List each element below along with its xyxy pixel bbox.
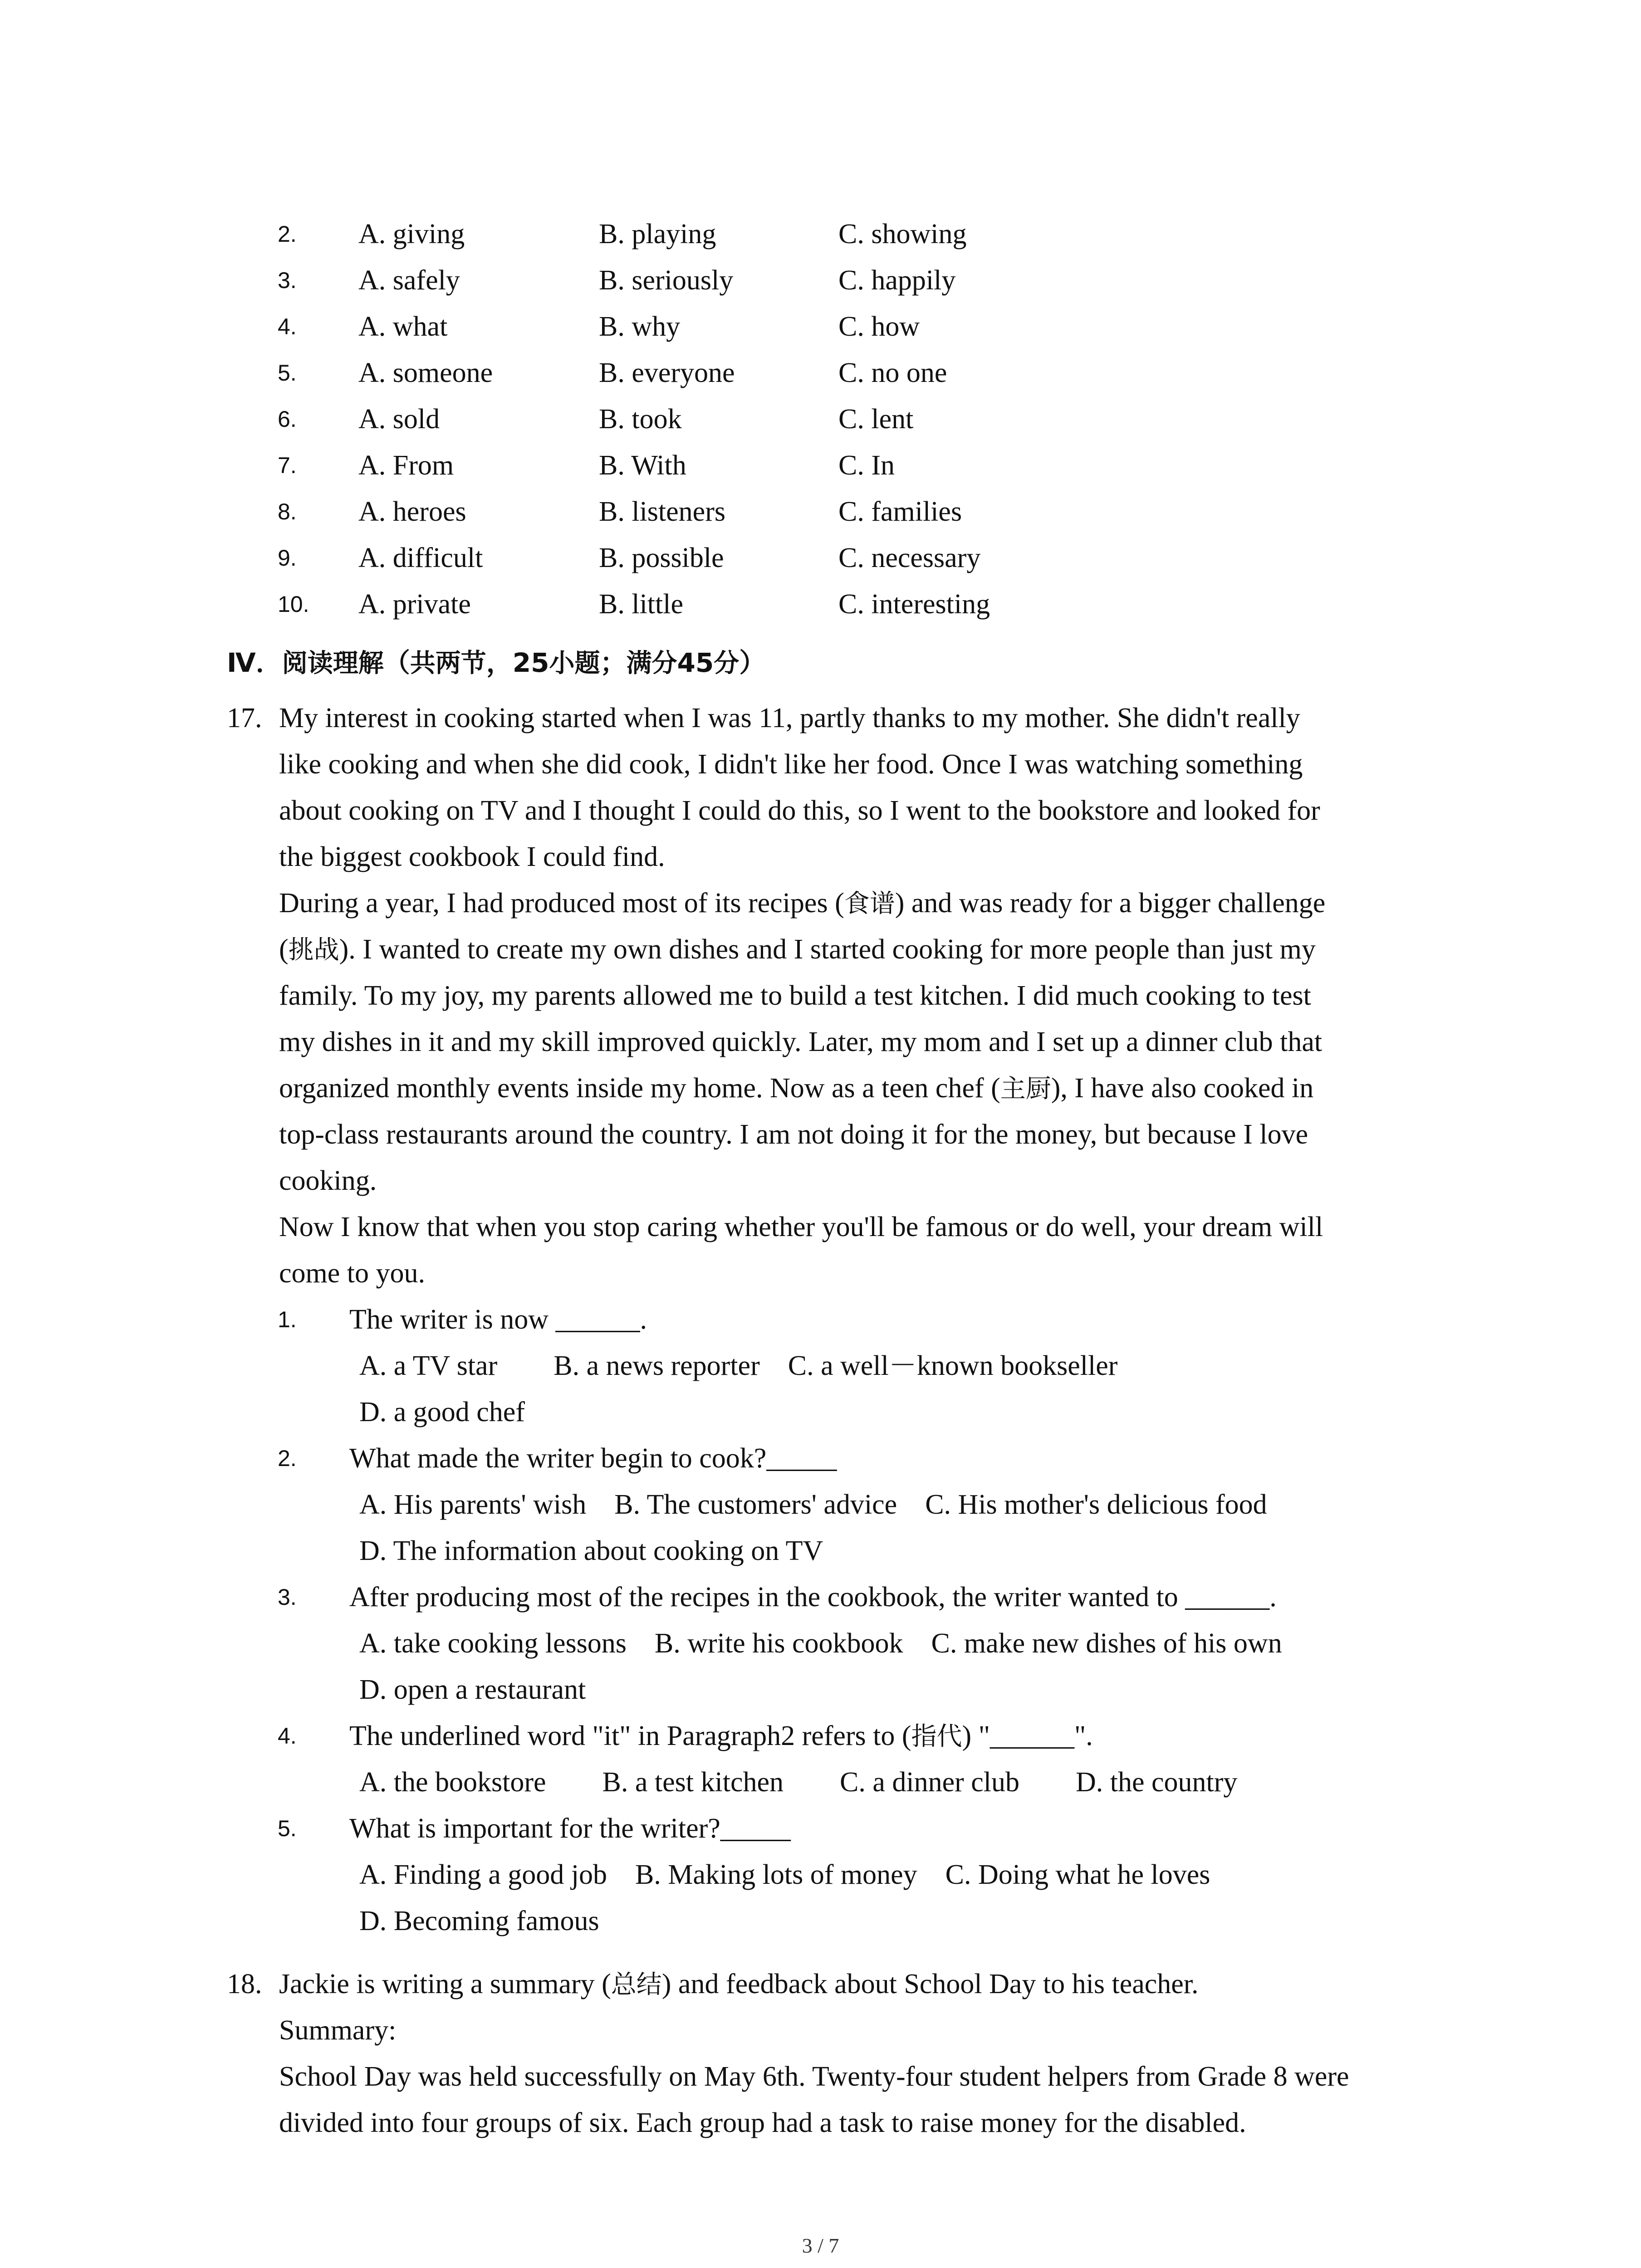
option-b: B. little [599, 589, 683, 620]
option-b: B. playing [599, 219, 716, 249]
passage-line: (挑战). I wanted to create my own dishes and I started cooking for more people than just my [279, 934, 1316, 965]
option-number: 2. [278, 221, 297, 247]
subquestion-options-line: A. His parents' wish B. The customers' advice C. His mother's delicious food [359, 1489, 1267, 1520]
option-a: A. giving [358, 219, 465, 249]
passage-line: my dishes in it and my skill improved quickly. Later, my mom and I set up a dinner club that [279, 1026, 1323, 1057]
option-a: A. heroes [358, 496, 466, 527]
option-row [0, 581, 1641, 627]
option-number: 5. [278, 360, 297, 386]
option-b: B. why [599, 311, 681, 342]
option-c: C. happily [838, 265, 956, 296]
subquestion-options-line: D. Becoming famous [359, 1906, 599, 1936]
passage-line: My interest in cooking started when I was 11, partly thanks to my mother. She didn't really [279, 703, 1300, 733]
passage-line: about cooking on TV and I thought I could do this, so I went to the bookstore and looked for [279, 795, 1320, 826]
option-number: 4. [278, 314, 297, 339]
subquestion-text: What is important for the writer?_____ [349, 1813, 791, 1844]
option-number: 7. [278, 453, 297, 478]
question-18-passage [279, 1961, 1459, 2146]
option-row [0, 442, 1641, 489]
option-number: 9. [278, 545, 297, 571]
subquestion-options-line: A. the bookstore B. a test kitchen C. a dinner club D. the country [359, 1767, 1238, 1798]
subquestion-options-line: D. open a restaurant [359, 1674, 586, 1705]
passage-line: Now I know that when you stop caring whether you'll be famous or do well, your dream will [279, 1212, 1323, 1242]
option-row [0, 303, 1641, 350]
option-c: C. In [838, 450, 895, 481]
passage-line: come to you. [279, 1258, 425, 1289]
option-c: C. how [838, 311, 920, 342]
passage-line: top-class restaurants around the country. I am not doing it for the money, but because I love [279, 1119, 1308, 1150]
option-row [0, 489, 1641, 535]
passage-line: School Day was held successfully on May 6th. Twenty-four student helpers from Grade 8 were [279, 2061, 1349, 2092]
option-b: B. seriously [599, 265, 734, 296]
option-c: C. lent [838, 404, 914, 435]
option-c: C. interesting [838, 589, 990, 620]
question-17-passage [279, 695, 1459, 1296]
option-a: A. From [358, 450, 454, 481]
option-a: A. difficult [358, 543, 483, 573]
subquestion-text: After producing most of the recipes in the cookbook, the writer wanted to ______. [349, 1582, 1277, 1613]
subquestion-options-line: A. Finding a good job B. Making lots of money C. Doing what he loves [359, 1859, 1210, 1890]
option-c: C. showing [838, 219, 967, 249]
option-b: B. With [599, 450, 686, 481]
option-b: B. everyone [599, 357, 735, 388]
option-c: C. no one [838, 357, 947, 388]
question-17-number: 17. [227, 703, 262, 733]
passage-line: organized monthly events inside my home. Now as a teen chef (主厨), I have also cooked in [279, 1073, 1314, 1104]
passage-line: cooking. [279, 1165, 377, 1196]
option-c: C. families [838, 496, 962, 527]
passage-line: Summary: [279, 2015, 397, 2046]
option-row [0, 211, 1641, 257]
option-row [0, 350, 1641, 396]
subquestion-number: 1. [278, 1307, 297, 1332]
option-number: 8. [278, 499, 297, 524]
option-a: A. what [358, 311, 448, 342]
passage-line: During a year, I had produced most of its recipes (食谱) and was ready for a bigger challenge [279, 888, 1326, 919]
subquestion-options-line: D. a good chef [359, 1397, 525, 1427]
passage-line: Jackie is writing a summary (总结) and feedback about School Day to his teacher. [279, 1969, 1199, 1999]
option-b: B. listeners [599, 496, 725, 527]
question-18-number: 18. [227, 1969, 262, 1999]
option-b: B. took [599, 404, 682, 435]
option-number: 3. [278, 268, 297, 293]
subquestion-options-line: A. a TV star B. a news reporter C. a well－known bookseller [359, 1350, 1118, 1381]
passage-line: like cooking and when she did cook, I didn't like her food. Once I was watching something [279, 749, 1303, 780]
option-a: A. sold [358, 404, 440, 435]
option-row [0, 396, 1641, 442]
option-number: 6. [278, 406, 297, 432]
option-a: A. private [358, 589, 471, 620]
passage-line: the biggest cookbook I could find. [279, 841, 665, 872]
passage-line: family. To my joy, my parents allowed me to build a test kitchen. I did much cooking to test [279, 980, 1311, 1011]
subquestion-text: The writer is now ______. [349, 1304, 647, 1335]
subquestion-number: 5. [278, 1816, 297, 1841]
option-row [0, 257, 1641, 303]
option-c: C. necessary [838, 543, 981, 573]
option-row [0, 535, 1641, 581]
subquestion-text: What made the writer begin to cook?_____ [349, 1443, 837, 1474]
section-heading: Ⅳ．阅读理解（共两节，25小题；满分45分） [227, 647, 766, 678]
subquestion-number: 3. [278, 1584, 297, 1610]
option-a: A. safely [358, 265, 460, 296]
subquestion-number: 4. [278, 1723, 297, 1749]
option-number: 10. [278, 591, 309, 617]
subquestion-options-line: D. The information about cooking on TV [359, 1535, 823, 1566]
subquestion-number: 2. [278, 1446, 297, 1471]
subquestion-options-line: A. take cooking lessons B. write his cookbook C. make new dishes of his own [359, 1628, 1282, 1659]
passage-line: divided into four groups of six. Each group had a task to raise money for the disabled. [279, 2107, 1246, 2138]
option-a: A. someone [358, 357, 493, 388]
page-number: 3 / 7 [802, 2234, 839, 2257]
subquestion-text: The underlined word "it" in Paragraph2 refers to (指代) "______". [349, 1721, 1093, 1751]
option-b: B. possible [599, 543, 724, 573]
